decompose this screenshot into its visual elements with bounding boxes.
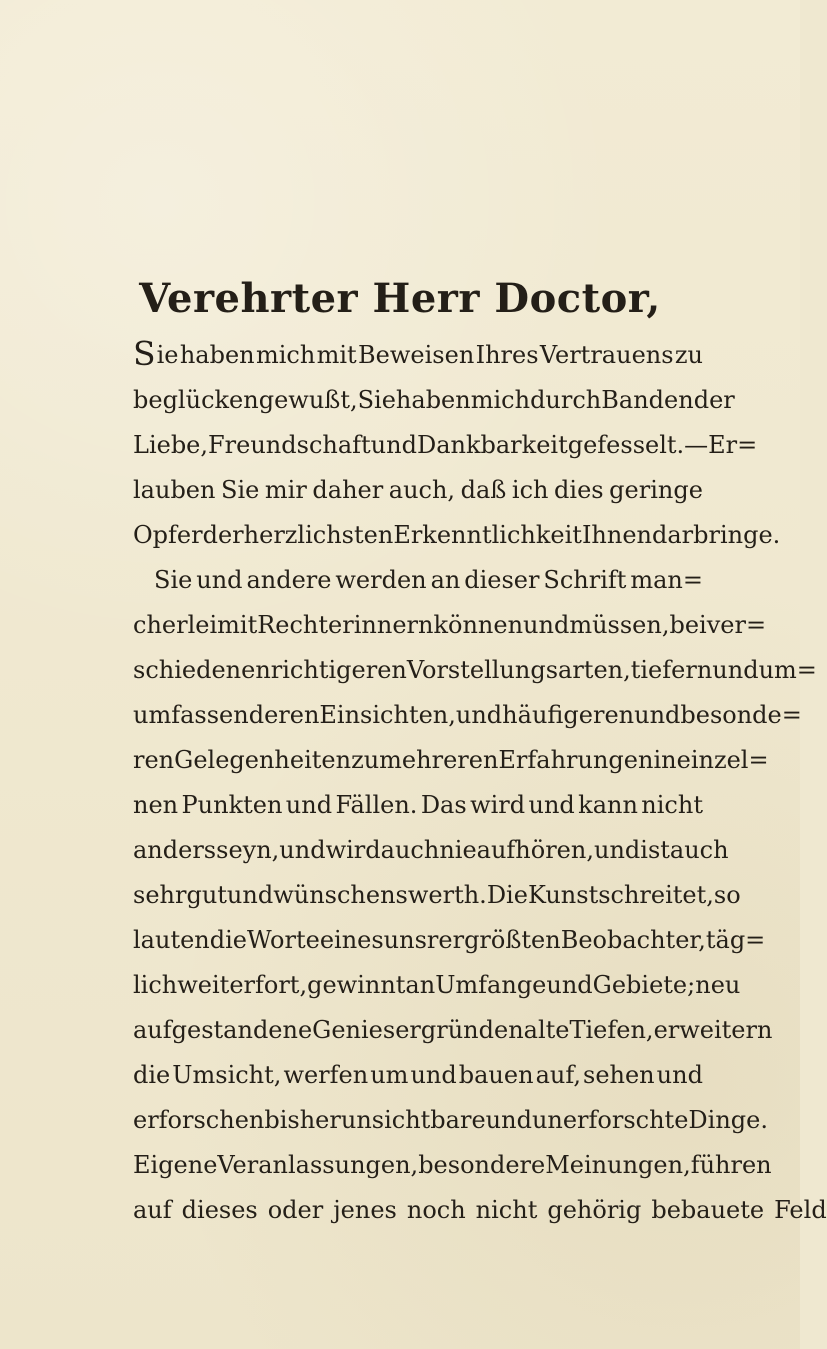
word: Ihnen [581, 521, 652, 549]
word: bisher [264, 1106, 341, 1134]
word: mit [217, 611, 258, 639]
word: kann [578, 791, 638, 819]
text-line [133, 918, 766, 963]
word: ren [133, 746, 175, 774]
word: Recht [257, 611, 329, 639]
text-line [133, 738, 769, 783]
word: Vorstellungsarten, [406, 656, 631, 684]
word: darbringe. [652, 521, 781, 549]
word: Er= [708, 431, 758, 459]
word: Eigene [133, 1151, 218, 1179]
word: ich [511, 476, 549, 504]
word: an [405, 971, 436, 999]
text-line [133, 783, 703, 828]
word: so [713, 881, 741, 909]
text-line [133, 333, 703, 378]
word: zu [674, 341, 703, 369]
word: jenes [333, 1196, 397, 1224]
word: an [430, 566, 461, 594]
word: — [684, 431, 709, 459]
word: Genies [312, 1016, 396, 1044]
word: und [485, 1106, 532, 1134]
word: zu [351, 746, 380, 774]
word: um [370, 1061, 409, 1089]
word: besonde= [680, 701, 802, 729]
text-line [133, 603, 767, 648]
word: wird [470, 791, 526, 819]
word: cherlei [133, 611, 218, 639]
word: man= [630, 566, 703, 594]
text-line [133, 468, 703, 513]
text-line [133, 423, 758, 468]
word: Feld [774, 1196, 827, 1224]
word: und [634, 701, 681, 729]
word: Einsichten, [319, 701, 456, 729]
word: schreitet, [598, 881, 714, 909]
word: umfassenderen [133, 701, 320, 729]
word: auf [133, 1196, 172, 1224]
text-line [133, 873, 741, 918]
word: tiefern [630, 656, 713, 684]
dedication-paragraph [133, 333, 827, 1233]
word: geringe [609, 476, 703, 504]
word: erforschen [133, 1106, 265, 1134]
word: müssen, [569, 611, 670, 639]
word: ist [640, 836, 670, 864]
word: ergründen [395, 1016, 524, 1044]
word: mir [264, 476, 307, 504]
word: Liebe, [133, 431, 209, 459]
word: mit [316, 341, 357, 369]
word: und [455, 701, 503, 729]
word: Erfahrungen [498, 746, 654, 774]
word: daß [460, 476, 507, 504]
word: lauben [133, 476, 216, 504]
letter-salutation: Verehrter Herr Doctor, [139, 274, 661, 322]
word: und [285, 791, 333, 819]
word: die [133, 1061, 171, 1089]
word: Schrift [543, 566, 627, 594]
word: und [370, 431, 417, 459]
word: und [712, 656, 759, 684]
word: wird [325, 836, 381, 864]
word: haben [395, 386, 471, 414]
word: bei [669, 611, 707, 639]
word: weiter [177, 971, 255, 999]
word: mich [470, 386, 531, 414]
word: Beweisen [358, 341, 475, 369]
word: nicht [641, 791, 703, 819]
word: neu [695, 971, 741, 999]
word: aufgestandene [133, 1016, 313, 1044]
word: und [410, 1061, 457, 1089]
word: andere [246, 566, 332, 594]
word: Sie [154, 566, 193, 594]
word: schiedenen [133, 656, 271, 684]
word: die [209, 926, 247, 954]
word: der [693, 386, 735, 414]
word: sehen [583, 1061, 655, 1089]
word: lauten [133, 926, 210, 954]
word: erinnern [328, 611, 434, 639]
word: und [656, 1061, 703, 1089]
word: unsrer [383, 926, 465, 954]
word: Dinge. [688, 1106, 768, 1134]
word: der [202, 521, 244, 549]
text-line [133, 963, 741, 1008]
word: und [196, 566, 243, 594]
word: eines [319, 926, 384, 954]
word: sehr [133, 881, 187, 909]
word: Dankbarkeit [416, 431, 568, 459]
initial-letter: S [133, 334, 156, 373]
word: herzlichsten [243, 521, 394, 549]
word: und [546, 971, 593, 999]
word: werden [335, 566, 427, 594]
word: und [528, 791, 575, 819]
word: nen [133, 791, 179, 819]
word: größten [464, 926, 561, 954]
word: daher [312, 476, 384, 504]
word: um= [758, 656, 817, 684]
word: Sie [357, 386, 396, 414]
word: Opfer [133, 521, 203, 549]
word: mich [255, 341, 316, 369]
word: bauen [458, 1061, 534, 1089]
word: Gebiete; [592, 971, 696, 999]
word: nicht [475, 1196, 538, 1224]
word: alte [523, 1016, 570, 1044]
word: und [523, 611, 570, 639]
word: Vertrauens [539, 341, 674, 369]
word: Tiefen, [569, 1016, 654, 1044]
word: oder [267, 1196, 324, 1224]
word: seyn, [216, 836, 280, 864]
word: in [653, 746, 677, 774]
word: täg= [705, 926, 766, 954]
word: durch [530, 386, 602, 414]
word: noch [406, 1196, 466, 1224]
word: Meinungen, [545, 1151, 691, 1179]
word: mehreren [379, 746, 499, 774]
word: Umsicht, [172, 1061, 282, 1089]
text-line [133, 693, 802, 738]
word: Das [420, 791, 467, 819]
word: Die [486, 881, 528, 909]
word: auch [669, 836, 729, 864]
word: führen [690, 1151, 772, 1179]
word: fort, [255, 971, 308, 999]
word: besondere [418, 1151, 546, 1179]
text-line [133, 1008, 773, 1053]
word: gut [186, 881, 227, 909]
word: richtigeren [270, 656, 407, 684]
word: gewinnt [307, 971, 406, 999]
word: Sie [221, 476, 260, 504]
word: und [226, 881, 274, 909]
word: werfen [283, 1061, 369, 1089]
text-line [133, 1098, 768, 1143]
word: anders [133, 836, 217, 864]
text-line [133, 828, 729, 873]
word: beglücken [133, 386, 259, 414]
text-line [133, 648, 817, 693]
word: lich [133, 971, 178, 999]
word: Freundschaft [208, 431, 371, 459]
word: Sie [133, 334, 179, 373]
word: wünschenswerth. [273, 881, 487, 909]
word: Kunst [527, 881, 599, 909]
word: Erkenntlichkeit [393, 521, 582, 549]
word: können [433, 611, 524, 639]
word: Gelegenheiten [174, 746, 352, 774]
word: aufhören, [476, 836, 594, 864]
word: Punkten [181, 791, 283, 819]
word: dies [554, 476, 604, 504]
word: und [279, 836, 326, 864]
text-line [133, 558, 703, 603]
word: auch, [388, 476, 456, 504]
word: nie [439, 836, 477, 864]
word: unsichtbare [340, 1106, 486, 1134]
word: gewußt, [258, 386, 358, 414]
word: häufigeren [502, 701, 635, 729]
word: haben [179, 341, 255, 369]
word: erweitern [653, 1016, 773, 1044]
word: dieser [464, 566, 540, 594]
word: Fällen. [335, 791, 418, 819]
text-line [133, 1053, 703, 1098]
word: Beobachter, [560, 926, 706, 954]
word: dieses [181, 1196, 258, 1224]
word: Ihres [475, 341, 539, 369]
word: Worte [247, 926, 320, 954]
word: Umfange [435, 971, 547, 999]
text-line [133, 1143, 772, 1188]
word: Banden [601, 386, 694, 414]
word: und [593, 836, 641, 864]
word: bebauete [651, 1196, 765, 1224]
word: auch [380, 836, 440, 864]
word: Veranlassungen, [217, 1151, 419, 1179]
text-line [133, 378, 735, 423]
word: einzel= [676, 746, 769, 774]
word: gefesselt. [567, 431, 685, 459]
word: gehörig [547, 1196, 642, 1224]
text-line [133, 513, 781, 558]
word: ver= [706, 611, 767, 639]
text-line [133, 1188, 827, 1233]
word: auf, [535, 1061, 581, 1089]
word: unerforschte [531, 1106, 689, 1134]
